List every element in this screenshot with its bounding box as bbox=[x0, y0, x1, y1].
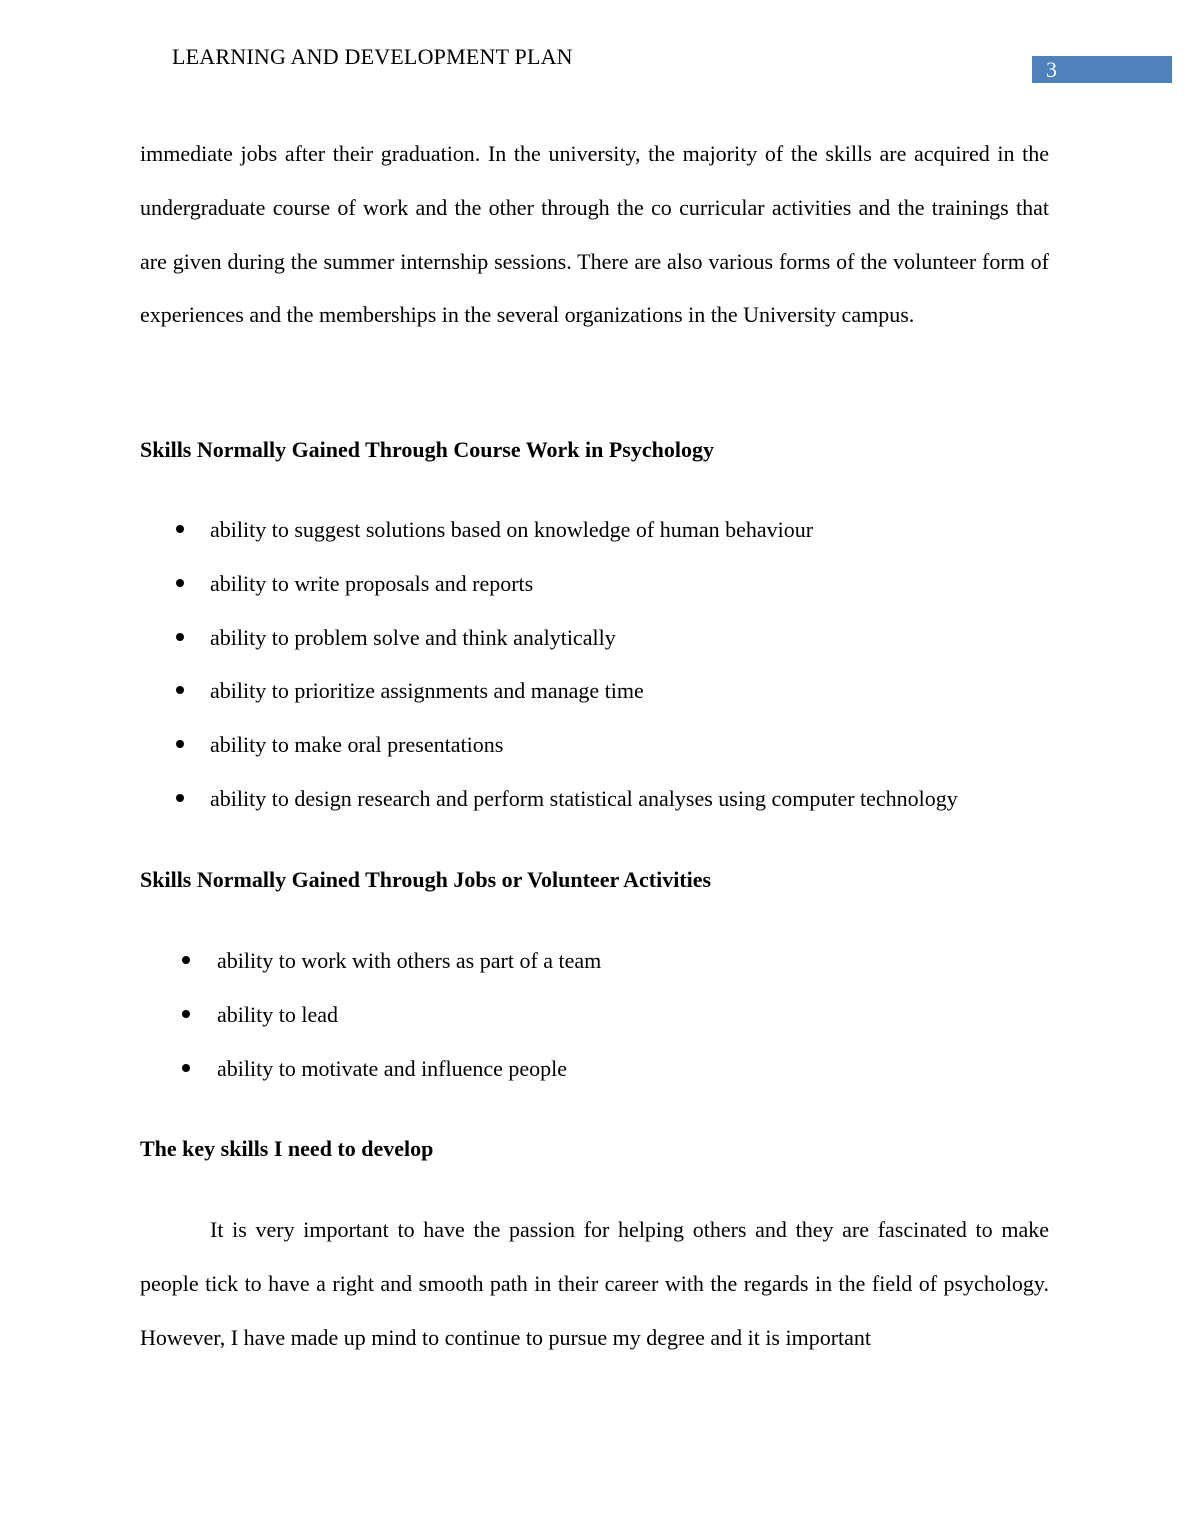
bullet-icon bbox=[182, 1010, 190, 1018]
list-item bbox=[140, 557, 958, 611]
bullet-icon bbox=[176, 740, 184, 748]
list-item-text: ability to motivate and influence people bbox=[217, 1055, 568, 1081]
bullet-icon bbox=[176, 686, 184, 694]
list-item bbox=[140, 611, 958, 665]
section-heading-course-work: Skills Normally Gained Through Course Work in Psychology bbox=[140, 437, 714, 462]
key-skills-paragraph: It is very important to have the passion for helping others and they are fascinated to make people tick to have a right and smooth path in their career with the regards in the field of psychology. However, I have made up mind to continue to pursue my degree and it is important bbox=[140, 1217, 1049, 1350]
list-item-text: ability to design research and perform statistical analyses using computer technology bbox=[210, 785, 958, 811]
list-item-text: ability to problem solve and think analytically bbox=[210, 624, 616, 650]
bullet-icon bbox=[176, 633, 184, 641]
list-item-text: ability to write proposals and reports bbox=[210, 570, 534, 596]
list-item bbox=[140, 664, 958, 718]
bullet-icon bbox=[176, 525, 184, 533]
intro-paragraph: immediate jobs after their graduation. In the university, the majority of the skills are acquired in the undergraduate course of work and the other through the co curricular activities and the trainings that are given during the summer internship sessions. There are also various forms of the volunteer form of experiences and the memberships in the several organizations in the University campus. bbox=[140, 141, 1049, 328]
list-item-text: ability to suggest solutions based on knowledge of human behaviour bbox=[210, 517, 814, 542]
page-number-box bbox=[1032, 56, 1172, 83]
page-number: 3 bbox=[1046, 57, 1057, 82]
bullet-icon bbox=[182, 1064, 190, 1072]
list-item bbox=[140, 934, 601, 988]
list-item-text: ability to make oral presentations bbox=[210, 732, 504, 757]
running-head: LEARNING AND DEVELOPMENT PLAN bbox=[172, 44, 573, 69]
list-item bbox=[140, 988, 601, 1042]
bullet-icon bbox=[176, 794, 184, 802]
list-item-text: ability to lead bbox=[217, 1001, 338, 1027]
section-heading-jobs-volunteer: Skills Normally Gained Through Jobs or Volunteer Activities bbox=[140, 867, 712, 892]
list-item-text: ability to work with others as part of a team bbox=[217, 948, 602, 973]
list-item bbox=[140, 772, 958, 826]
list-item bbox=[140, 503, 958, 557]
section-heading-key-skills: The key skills I need to develop bbox=[140, 1136, 434, 1161]
list-item-text: ability to prioritize assignments and manage time bbox=[210, 678, 644, 704]
list-item bbox=[140, 718, 958, 772]
list-item bbox=[140, 1042, 601, 1096]
course-work-skills-list bbox=[140, 503, 958, 826]
bullet-icon bbox=[176, 579, 184, 587]
jobs-volunteer-skills-list bbox=[140, 934, 601, 1095]
bullet-icon bbox=[182, 956, 190, 964]
